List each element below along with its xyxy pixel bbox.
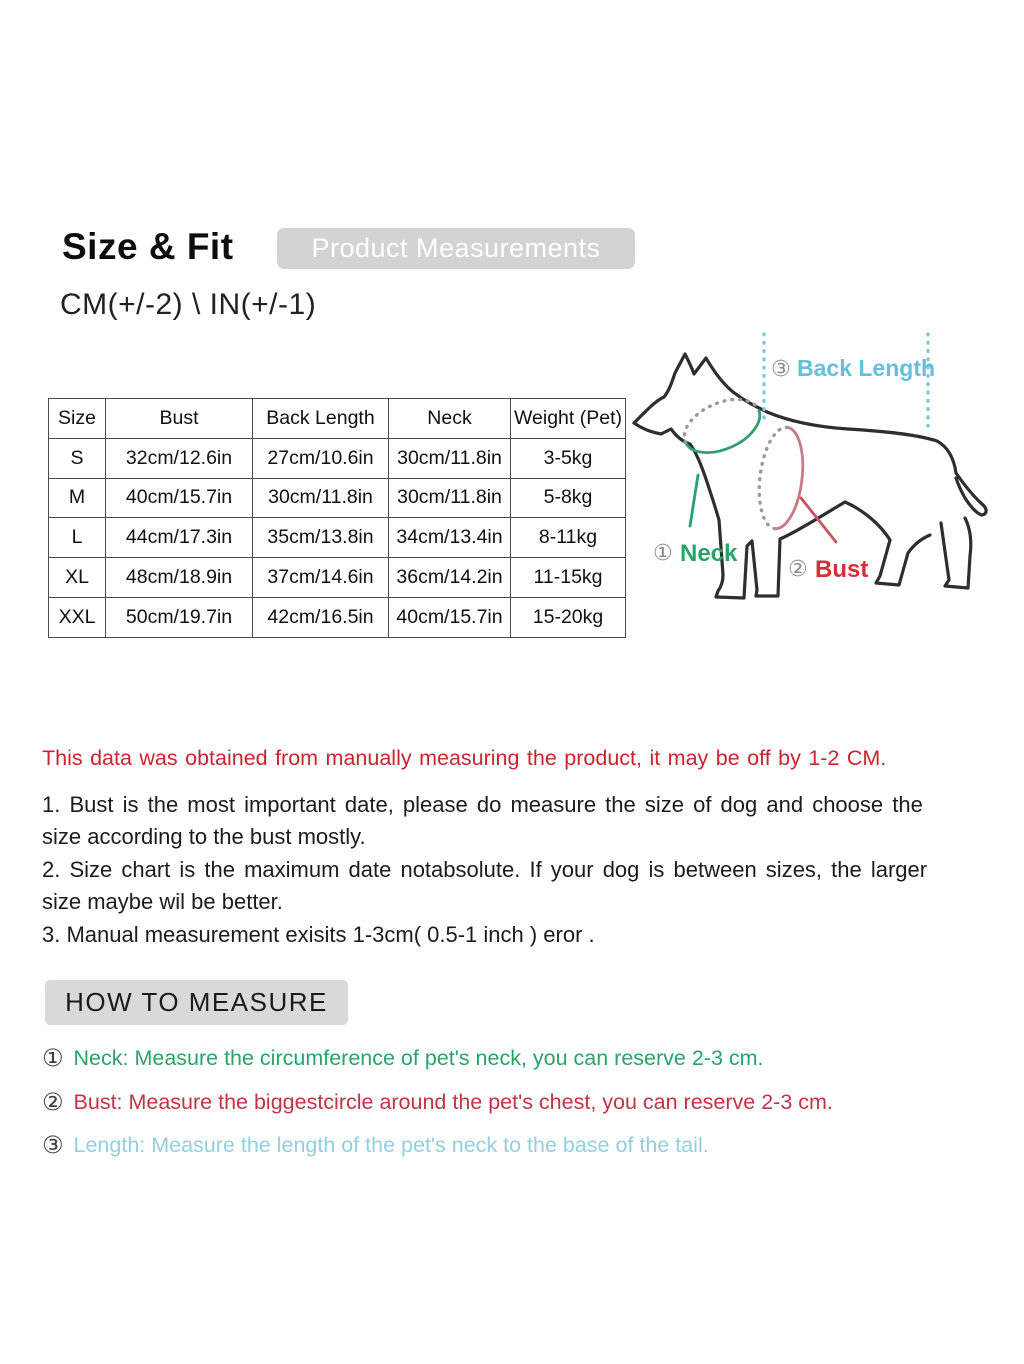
circled-1-icon: ① (42, 1045, 64, 1072)
circled-3-icon: ③ (42, 1132, 64, 1159)
cell-weight: 3-5kg (511, 438, 626, 478)
cell-size: XL (49, 558, 106, 598)
col-header-bust: Bust (106, 399, 253, 439)
circled-2-icon: ② (42, 1089, 64, 1116)
circled-1-icon: ① (653, 540, 673, 565)
col-header-back-length: Back Length (253, 399, 389, 439)
cell-weight: 5-8kg (511, 478, 626, 518)
note-line-1a: 1. Bust is the most important date, please do measure the size of dog and choose the (42, 792, 923, 817)
cell-size: S (49, 438, 106, 478)
neck-pointer-line (690, 475, 698, 526)
bust-label: Bust (815, 556, 869, 583)
cell-neck: 34cm/13.4in (389, 518, 511, 558)
cell-bust: 32cm/12.6in (106, 438, 253, 478)
table-row-l (49, 518, 626, 558)
note-line-2b: size maybe wil be better. (42, 889, 283, 915)
cell-weight: 8-11kg (511, 518, 626, 558)
note-line-2a: 2. Size chart is the maximum date notabsolute. If your dog is between sizes, the larger (42, 856, 928, 882)
cell-size: L (49, 518, 106, 558)
cell-back: 27cm/10.6in (253, 438, 389, 478)
cell-neck: 30cm/11.8in (389, 478, 511, 518)
cell-size: XXL (49, 597, 106, 637)
product-measurements-badge: Product Measurements (277, 228, 635, 269)
cell-back: 37cm/14.6in (253, 558, 389, 598)
cell-size: M (49, 478, 106, 518)
table-row-xxl (49, 597, 626, 637)
how-to-length-item (42, 1131, 992, 1160)
note-line-3: 3. Manual measurement exisits 1-3cm( 0.5-1 inch ) eror . (42, 921, 595, 947)
how-to-measure-heading: HOW TO MEASURE (45, 980, 348, 1025)
table-row-m (49, 478, 626, 518)
how-to-length-text: Length: Measure the length of the pet's neck to the base of the tail. (73, 1133, 709, 1157)
size-table-header-row (49, 399, 626, 439)
back-length-label: Back Length (797, 355, 936, 381)
tolerance-note: CM(+/-2) \ IN(+/-1) (60, 288, 317, 321)
cell-bust: 40cm/15.7in (106, 478, 253, 518)
how-to-bust-text: Bust: Measure the biggestcircle around the pet's chest, you can reserve 2-3 cm. (73, 1090, 833, 1114)
notes-block (42, 789, 972, 951)
cell-bust: 48cm/18.9in (106, 558, 253, 598)
cell-bust: 44cm/17.3in (106, 518, 253, 558)
cell-back: 42cm/16.5in (253, 597, 389, 637)
table-row-xl (49, 558, 626, 598)
dog-measure-diagram (618, 328, 1022, 628)
col-header-neck: Neck (389, 399, 511, 439)
cell-back: 30cm/11.8in (253, 478, 389, 518)
how-to-bust-item (42, 1088, 992, 1117)
neck-label: Neck (680, 540, 738, 567)
col-header-weight: Weight (Pet) (511, 399, 626, 439)
neck-ellipse (676, 389, 768, 464)
cell-bust: 50cm/19.7in (106, 597, 253, 637)
bust-pointer-line (801, 498, 836, 542)
cell-weight: 11-15kg (511, 558, 626, 598)
cell-back: 35cm/13.8in (253, 518, 389, 558)
cell-neck: 30cm/11.8in (389, 438, 511, 478)
size-table (48, 398, 626, 638)
how-to-neck-text: Neck: Measure the circumference of pet's neck, you can reserve 2-3 cm. (73, 1046, 764, 1070)
circled-3-icon: ③ (771, 356, 791, 381)
note-line-1b: size according to the bust mostly. (42, 824, 366, 850)
bust-ellipse (754, 425, 808, 531)
table-row-s (49, 438, 626, 478)
cell-neck: 40cm/15.7in (389, 597, 511, 637)
disclaimer-text: This data was obtained from manually measuring the product, it may be off by 1-2 CM. (42, 746, 887, 770)
how-to-neck-item (42, 1044, 992, 1073)
cell-weight: 15-20kg (511, 597, 626, 637)
circled-2-icon: ② (788, 556, 808, 581)
cell-neck: 36cm/14.2in (389, 558, 511, 598)
col-header-size: Size (49, 399, 106, 439)
page-title: Size & Fit (62, 226, 234, 267)
